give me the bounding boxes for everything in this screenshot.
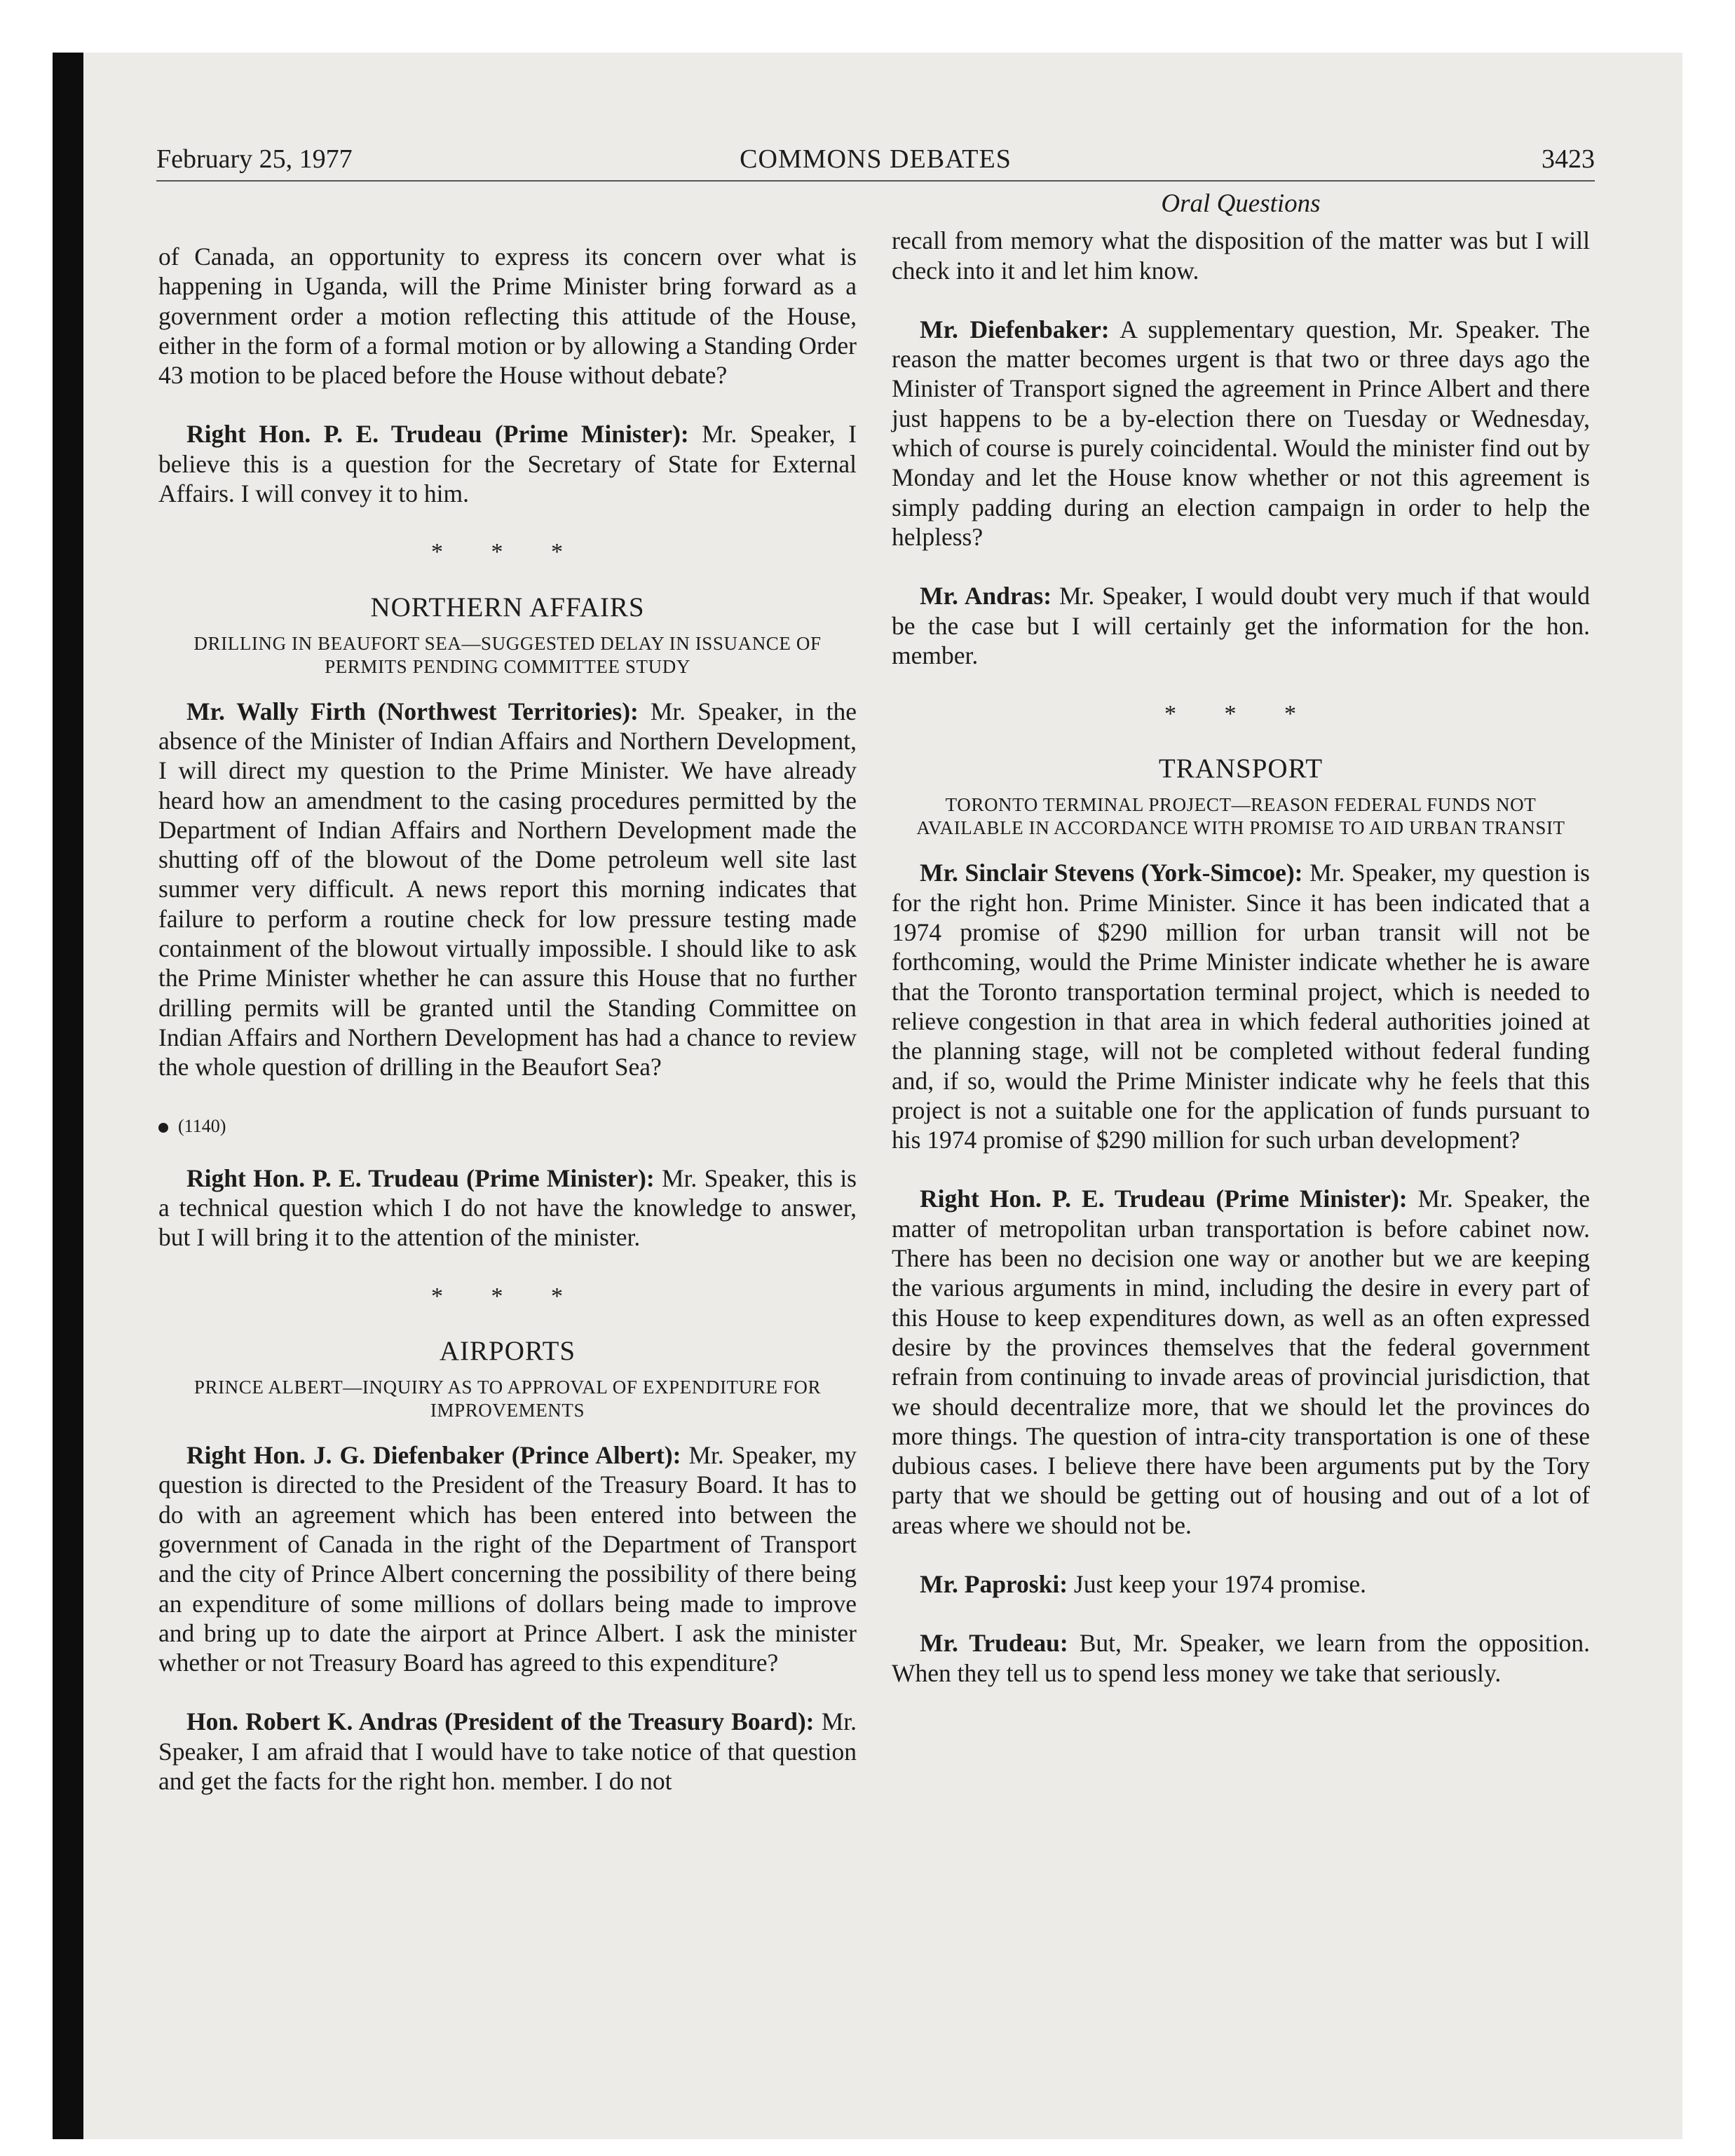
paragraph	[892, 1569, 1590, 1599]
speech-text: Mr. Speaker, I am afraid that I would have to take notice of that question and get the facts for the right hon. member. I do not	[158, 1707, 857, 1795]
page-header	[156, 144, 1595, 180]
section-subheading: TORONTO TERMINAL PROJECT—REASON FEDERAL FUNDS NOT AVAILABLE IN ACCORDANCE WITH PROMISE TO AID URBAN TRANSIT	[916, 794, 1565, 839]
speaker-name: Mr. Diefenbaker:	[920, 315, 1110, 343]
speaker-name: Mr. Andras:	[920, 582, 1052, 610]
right-column	[892, 189, 1590, 1717]
speech-text: Mr. Speaker, my question is directed to the President of the Treasury Board. It has to do with an agreement which has been entered into between the government of Canada in the right of the Department of Transport and the city of Prince Albert concerning the possibility of there being an expenditure of some millions of dollars being made to improve and bring up to date the airport at Prince Albert. I ask the minister whether or not Treasury Board has agreed to this expenditure?	[158, 1441, 857, 1677]
header-date: February 25, 1977	[156, 144, 353, 174]
paragraph	[158, 419, 857, 508]
speaker-name: Right Hon. P. E. Trudeau (Prime Minister):	[186, 1164, 655, 1192]
speaker-name: Right Hon. P. E. Trudeau (Prime Minister):	[186, 420, 689, 449]
speaker-name: Mr. Sinclair Stevens (York-Simcoe):	[920, 859, 1303, 887]
speech-text: Mr. Speaker, this is a technical question which I do not have the knowledge to answer, but I will bring it to the attention of the minister.	[158, 1164, 857, 1252]
speech-text: Mr. Speaker, the matter of metropolitan urban transportation is before cabinet now. There has been no decision one way or another but we are keeping the various arguments in mind, including the desire in every part of this House to keep expenditures down, as well as an often expressed desire by the provinces themselves that the federal government refrain from continuing to invade areas of provincial jurisdiction, that we should decentralize more, that we should let the provinces do more things. The question of intra-city transportation is one of these dubious cases. I believe there have been arguments put by the Tory party that we should be getting out of housing and out of a lot of areas where we should not be.	[892, 1185, 1590, 1539]
section-subheading: PRINCE ALBERT—INQUIRY AS TO APPROVAL OF EXPENDITURE FOR IMPROVEMENTS	[193, 1377, 822, 1421]
paragraph	[158, 1707, 857, 1796]
paragraph: recall from memory what the disposition of the matter was but I will check into it and let him know.	[892, 226, 1590, 285]
section-title: NORTHERN AFFAIRS	[370, 592, 645, 622]
header-page-number: 3423	[1542, 144, 1595, 174]
speech-text: But, Mr. Speaker, we learn from the opposition. When they tell us to spend less money we take that seriously.	[892, 1629, 1590, 1687]
section-separator: * * *	[1164, 701, 1317, 728]
binding-edge	[53, 53, 83, 2139]
section-subheading: DRILLING IN BEAUFORT SEA—SUGGESTED DELAY IN ISSUANCE OF PERMITS PENDING COMMITTEE STUDY	[193, 632, 822, 677]
header-rule	[156, 180, 1595, 182]
speaker-name: Hon. Robert K. Andras (President of the Treasury Board):	[186, 1707, 815, 1736]
time-marker-text: (1140)	[178, 1115, 226, 1136]
paragraph	[158, 1164, 857, 1253]
paragraph	[892, 581, 1590, 670]
speech-text: Mr. Speaker, I would doubt very much if that would be the case but I will certainly get the information for the hon. member.	[892, 582, 1590, 669]
speech-text: Mr. Speaker, I believe this is a question for the Secretary of State for External Affairs. I will convey it to him.	[158, 420, 857, 508]
running-head: Oral Questions	[1161, 189, 1321, 218]
speech-text: A supplementary question, Mr. Speaker. The reason the matter becomes urgent is that two or three days ago the Minister of Transport signed the agreement in Prince Albert and there just happens to be a by-election there on Tuesday or Wednesday, which of course is purely coincidental. Would the minister find out by Monday and let the House know whether or not this agreement is simply padding during an election campaign in order to help the helpless?	[892, 315, 1591, 551]
speaker-name: Mr. Paproski:	[920, 1569, 1068, 1598]
paragraph	[158, 697, 857, 1082]
left-column	[158, 242, 857, 1825]
speaker-name: Right Hon. P. E. Trudeau (Prime Minister):	[920, 1185, 1408, 1213]
bullet-icon	[158, 1123, 168, 1133]
paragraph	[892, 858, 1590, 1154]
speech-text: Mr. Speaker, in the absence of the Minister of Indian Affairs and Northern Development, I will direct my question to the Prime Minister. We have already heard how an amendment to the casing procedures permitted by the Department of Indian Affairs and Northern Development made the shutting off of the blowout of the Dome petroleum well site last summer very difficult. A news report this morning indicates that failure to perform a routine check for low pressure testing made containment of the blowout virtually impossible. I should like to ask the Prime Minister whether he can assure this House that no further drilling permits will be granted until the Standing Committee on Indian Affairs and Northern Development has had a chance to review the whole question of drilling in the Beaufort Sea?	[158, 697, 857, 1082]
time-marker	[158, 1112, 857, 1141]
speaker-name: Mr. Wally Firth (Northwest Territories):	[186, 697, 639, 725]
header-title: COMMONS DEBATES	[740, 144, 1012, 174]
paragraph	[892, 315, 1590, 552]
speaker-name: Right Hon. J. G. Diefenbaker (Prince Albert):	[186, 1441, 681, 1470]
paragraph	[158, 1440, 857, 1677]
speaker-name: Mr. Trudeau:	[920, 1629, 1068, 1658]
section-title: TRANSPORT	[1158, 753, 1324, 784]
paragraph	[892, 1184, 1590, 1540]
section-title: AIRPORTS	[439, 1336, 576, 1367]
paragraph: of Canada, an opportunity to express its concern over what is happening in Uganda, will the Prime Minister bring forward as a government order a motion reflecting this attitude of the House, either in the form of a formal motion or by allowing a Standing Order 43 motion to be placed before the House without debate?	[158, 243, 857, 390]
paragraph	[892, 1628, 1590, 1688]
section-separator: * * *	[431, 539, 584, 566]
speech-text: Mr. Speaker, my question is for the right hon. Prime Minister. Since it has been indicated that a 1974 promise of $290 million for urban transit will not be forthcoming, would the Prime Minister indicate whether he is aware that the Toronto transportation terminal project, which is needed to relieve congestion in that area in which federal authorities joined at the planning stage, will not be completed without federal funding and, if so, would the Prime Minister indicate why he feels that this project is not a suitable one for the application of funds pursuant to his 1974 promise of $290 million for such urban development?	[892, 859, 1590, 1154]
section-separator: * * *	[431, 1283, 584, 1309]
speech-text: Just keep your 1974 promise.	[1068, 1569, 1366, 1598]
